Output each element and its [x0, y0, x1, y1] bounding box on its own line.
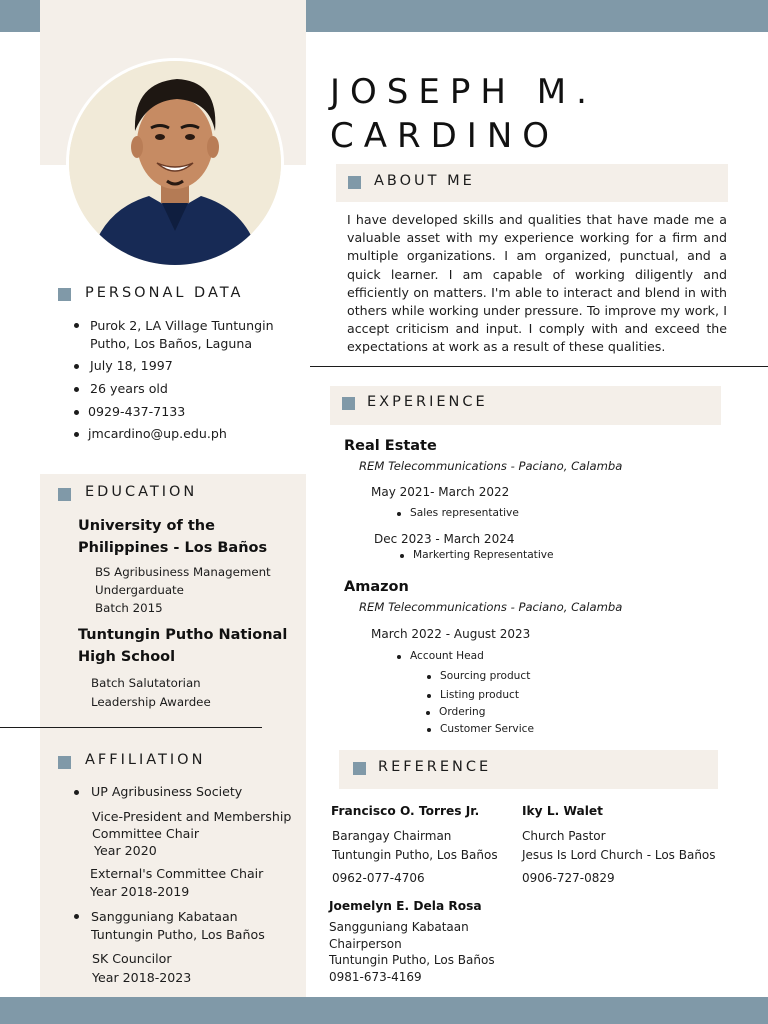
bullet-icon: [397, 512, 401, 516]
reference-3-details: [329, 919, 495, 985]
reference-2-details: [522, 827, 716, 865]
square-bullet-icon: [353, 762, 366, 775]
reference-3-name: Joemelyn E. Dela Rosa: [329, 899, 482, 913]
bullet-icon: [427, 728, 431, 732]
affiliation-org-2-role: [92, 949, 191, 987]
school-1-name-line-1: University of the: [78, 518, 215, 534]
reference-3-position-2: Chairperson: [329, 936, 402, 951]
address: [90, 317, 274, 353]
divider-line: [0, 727, 262, 728]
reference-2-location: Jesus Is Lord Church - Los Baños: [522, 848, 716, 862]
job-2-employer: REM Telecommunications - Paciano, Calamba: [359, 600, 623, 614]
school-1-batch: Batch 2015: [95, 601, 163, 615]
education-title: EDUCATION: [85, 484, 198, 500]
job-1-period-2: Dec 2023 - March 2024: [374, 532, 515, 546]
square-bullet-icon: [348, 176, 361, 189]
name-line-2: CARDINO: [330, 116, 560, 156]
address-line-1: Purok 2, LA Village Tuntungin: [90, 318, 274, 333]
reference-2-phone: 0906-727-0829: [522, 871, 615, 885]
address-line-2: Putho, Los Baños, Laguna: [90, 336, 253, 351]
affiliation-org-1-role-1: [92, 808, 291, 859]
job-2-period: March 2022 - August 2023: [371, 627, 531, 641]
reference-1-phone: 0962-077-4706: [332, 871, 425, 885]
affiliation-title: AFFILIATION: [85, 752, 206, 768]
school-2-award-2: Leadership Awardee: [91, 695, 211, 709]
email: jmcardino@up.edu.ph: [88, 426, 227, 441]
affiliation-org-1-role-2: [90, 865, 263, 901]
reference-3-phone: 0981-673-4169: [329, 969, 422, 984]
org-1-role-1-line-2: Committee Chair: [92, 826, 200, 841]
org-1-role-2-title: External's Committee Chair: [90, 866, 264, 881]
school-2-award-1: Batch Salutatorian: [91, 676, 201, 690]
reference-2-position: Church Pastor: [522, 829, 606, 843]
affiliation-org-2: [91, 908, 265, 944]
name-heading: [330, 70, 597, 158]
reference-1-name: Francisco O. Torres Jr.: [331, 804, 480, 818]
reference-1-position: Barangay Chairman: [332, 829, 452, 843]
job-2-task-4: Customer Service: [440, 723, 534, 735]
bullet-icon: [74, 323, 79, 328]
square-bullet-icon: [58, 488, 71, 501]
bottom-band: [0, 997, 768, 1024]
divider-line: [310, 366, 768, 367]
bullet-icon: [400, 554, 404, 558]
school-2-name: [78, 624, 287, 668]
school-1-degree: BS Agribusiness Management: [95, 565, 271, 579]
phone: 0929-437-7133: [88, 404, 186, 419]
reference-3-location: Tuntungin Putho, Los Baños: [329, 953, 495, 967]
org-2-line-2: Tuntungin Putho, Los Baños: [91, 927, 265, 942]
reference-title: REFERENCE: [378, 759, 492, 775]
job-1-period-1: May 2021- March 2022: [371, 485, 510, 499]
school-1-name: [78, 515, 267, 559]
person-illustration: [69, 61, 281, 265]
school-1-status: Undergarduate: [95, 583, 184, 597]
bullet-icon: [74, 432, 79, 437]
job-1-role-2: Markerting Representative: [413, 549, 554, 561]
bullet-icon: [74, 790, 79, 795]
square-bullet-icon: [342, 397, 355, 410]
bullet-icon: [397, 655, 401, 659]
job-2-role: Account Head: [410, 650, 484, 662]
bullet-icon: [74, 914, 79, 919]
job-1-company: Real Estate: [344, 438, 437, 454]
org-2-line-1: Sangguniang Kabataan: [91, 909, 238, 924]
bullet-icon: [427, 694, 431, 698]
square-bullet-icon: [58, 288, 71, 301]
org-2-role: SK Councilor: [92, 951, 172, 966]
birthday: July 18, 1997: [90, 358, 173, 373]
school-1-name-line-2: Philippines - Los Baños: [78, 540, 268, 556]
reference-3-position-1: Sangguniang Kabataan: [329, 920, 469, 934]
experience-title: EXPERIENCE: [367, 394, 488, 410]
school-2-details: [91, 674, 211, 712]
reference-1-details: [332, 827, 498, 865]
affiliation-org-1: UP Agribusiness Society: [91, 784, 243, 799]
age: 26 years old: [90, 381, 168, 396]
school-2-name-line-1: Tuntungin Putho National: [78, 627, 288, 643]
org-1-role-2-year: Year 2018-2019: [90, 884, 190, 899]
school-1-details: [95, 563, 271, 617]
about-me-text: I have developed skills and qualities that have made me a valuable asset with my experience working for a firm and multiple organizations. I am organized, punctual, and a quick learner. I am capable of working diligently and efficiently on matters. I'm able to interact and blend in with others while working under pressure. To improve my work, I accept criticism and input. I comply with and exceed the expectations at work as a result of these qualities.: [347, 212, 727, 355]
personal-data-title: PERSONAL DATA: [85, 285, 244, 301]
job-1-employer: REM Telecommunications - Paciano, Calamba: [359, 459, 623, 473]
org-1-role-1-line-1: Vice-President and Membership: [92, 809, 292, 824]
bullet-icon: [74, 364, 79, 369]
profile-photo: [66, 58, 284, 268]
name-line-1: JOSEPH M.: [330, 72, 597, 112]
job-1-role-1: Sales representative: [410, 507, 519, 519]
org-1-role-1-year: Year 2020: [94, 843, 157, 858]
school-2-name-line-2: High School: [78, 649, 176, 665]
org-2-year: Year 2018-2023: [92, 970, 192, 985]
bullet-icon: [427, 675, 431, 679]
job-2-task-3: Ordering: [439, 706, 486, 718]
job-2-company: Amazon: [344, 579, 409, 595]
bullet-icon: [74, 387, 79, 392]
reference-1-location: Tuntungin Putho, Los Baños: [332, 848, 498, 862]
about-me-title: ABOUT ME: [374, 173, 475, 189]
job-2-task-2: Listing product: [440, 689, 520, 701]
reference-2-name: Iky L. Walet: [522, 804, 603, 818]
bullet-icon: [74, 410, 79, 415]
bullet-icon: [426, 711, 430, 715]
square-bullet-icon: [58, 756, 71, 769]
job-2-task-1: Sourcing product: [440, 670, 531, 682]
